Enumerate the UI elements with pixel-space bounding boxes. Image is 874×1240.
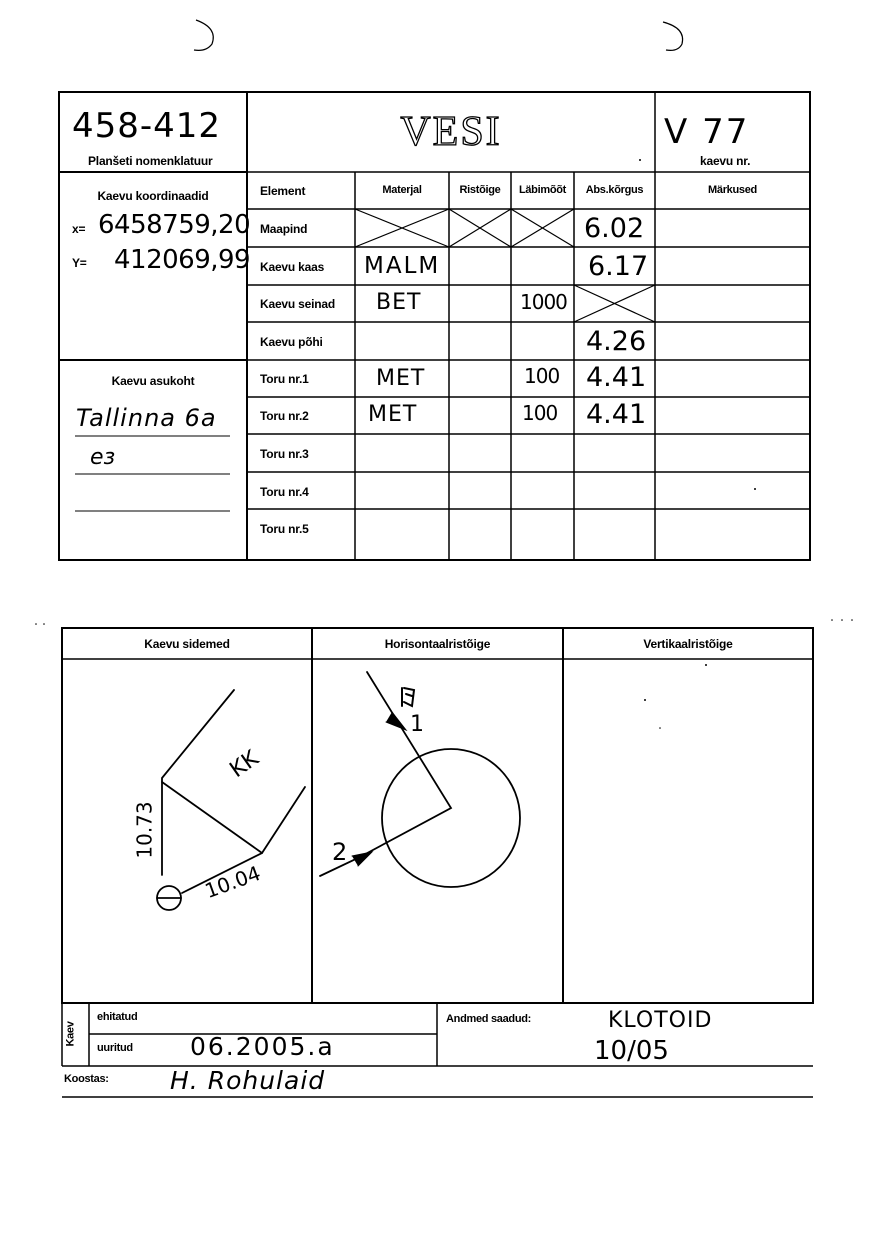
- row-diameter-toru2: 100: [522, 401, 558, 425]
- ties-dist1: 10.73: [132, 801, 157, 859]
- row-element-toru1: Toru nr.1: [260, 372, 309, 386]
- row-abs-pohi: 4.26: [586, 326, 647, 357]
- row-abs-kaas: 6.17: [588, 251, 649, 282]
- location-line1: Tallinna 6a: [76, 404, 217, 432]
- col-header-element: Element: [260, 184, 306, 198]
- well-number: V 77: [664, 112, 750, 152]
- ties-dist2: 10.04: [201, 860, 264, 904]
- updated-label: uuritud: [97, 1042, 133, 1054]
- pipe1-label: 1: [410, 712, 424, 737]
- pipe2-label: 2: [332, 838, 348, 866]
- y-coordinate: 412069,99: [114, 245, 251, 275]
- page-title: VESI: [400, 109, 502, 155]
- vertical-label: Vertikaalristõige: [643, 637, 733, 651]
- well-label: Kaev: [64, 1021, 77, 1047]
- scribble-icon: [402, 688, 414, 706]
- well-circle: [382, 749, 520, 887]
- row-diameter-seinad: 1000: [520, 290, 567, 314]
- col-header-diameter: Läbimõõt: [518, 184, 567, 196]
- row-abs-toru2: 4.41: [586, 399, 647, 430]
- row-element-kaas: Kaevu kaas: [260, 260, 325, 274]
- data-source-label: Andmed saadud:: [446, 1013, 532, 1025]
- author-label: Koostas:: [64, 1073, 109, 1085]
- row-element-toru5: Toru nr.5: [260, 522, 309, 536]
- pipe2-arrow-icon: [352, 852, 372, 866]
- x-prefix: x=: [72, 222, 86, 236]
- horizontal-sketch: [320, 672, 520, 887]
- y-prefix: Y=: [72, 256, 87, 270]
- ties-kk-label: KK: [225, 745, 264, 784]
- row-abs-maapind: 6.02: [584, 213, 645, 244]
- built-label: ehitatud: [97, 1011, 138, 1023]
- ties-label: Kaevu sidemed: [144, 637, 230, 651]
- data-source-date: 10/05: [594, 1036, 669, 1066]
- horizontal-label: Horisontaalristõige: [384, 637, 491, 651]
- pipe1-arrow-icon: [386, 712, 406, 730]
- row-material-seinad: BET: [376, 290, 422, 315]
- row-abs-toru1: 4.41: [586, 362, 647, 393]
- col-header-cross: Ristõige: [459, 184, 501, 196]
- col-header-notes: Märkused: [708, 184, 757, 196]
- well-number-label: kaevu nr.: [700, 154, 751, 168]
- x-coordinate: 6458759,20: [98, 210, 251, 240]
- col-header-material: Materjal: [382, 184, 422, 196]
- row-material-toru1: MET: [376, 366, 426, 391]
- location-line2: ез: [90, 445, 116, 470]
- row-element-maapind: Maapind: [260, 222, 308, 236]
- updated-value: 06.2005.a: [190, 1032, 335, 1061]
- map-number: 458-412: [72, 106, 222, 146]
- map-number-label: Planšeti nomenklatuur: [88, 154, 213, 168]
- row-material-kaas: MALM: [364, 253, 441, 279]
- row-element-toru2: Toru nr.2: [260, 409, 309, 423]
- row-material-toru2: MET: [368, 402, 418, 427]
- punch-hole-left: [194, 20, 213, 50]
- row-element-pohi: Kaevu põhi: [260, 335, 323, 349]
- location-label: Kaevu asukoht: [111, 374, 195, 388]
- col-header-abs: Abs.kõrgus: [585, 184, 644, 196]
- row-diameter-toru1: 100: [524, 364, 560, 388]
- row-element-toru4: Toru nr.4: [260, 485, 309, 499]
- author-value: H. Rohulaid: [170, 1066, 326, 1095]
- coordinates-label: Kaevu koordinaadid: [97, 189, 209, 203]
- row-element-toru3: Toru nr.3: [260, 447, 309, 461]
- row-element-seinad: Kaevu seinad: [260, 297, 335, 311]
- punch-hole-right: [663, 22, 683, 50]
- data-source-value: KLOTOID: [608, 1008, 713, 1033]
